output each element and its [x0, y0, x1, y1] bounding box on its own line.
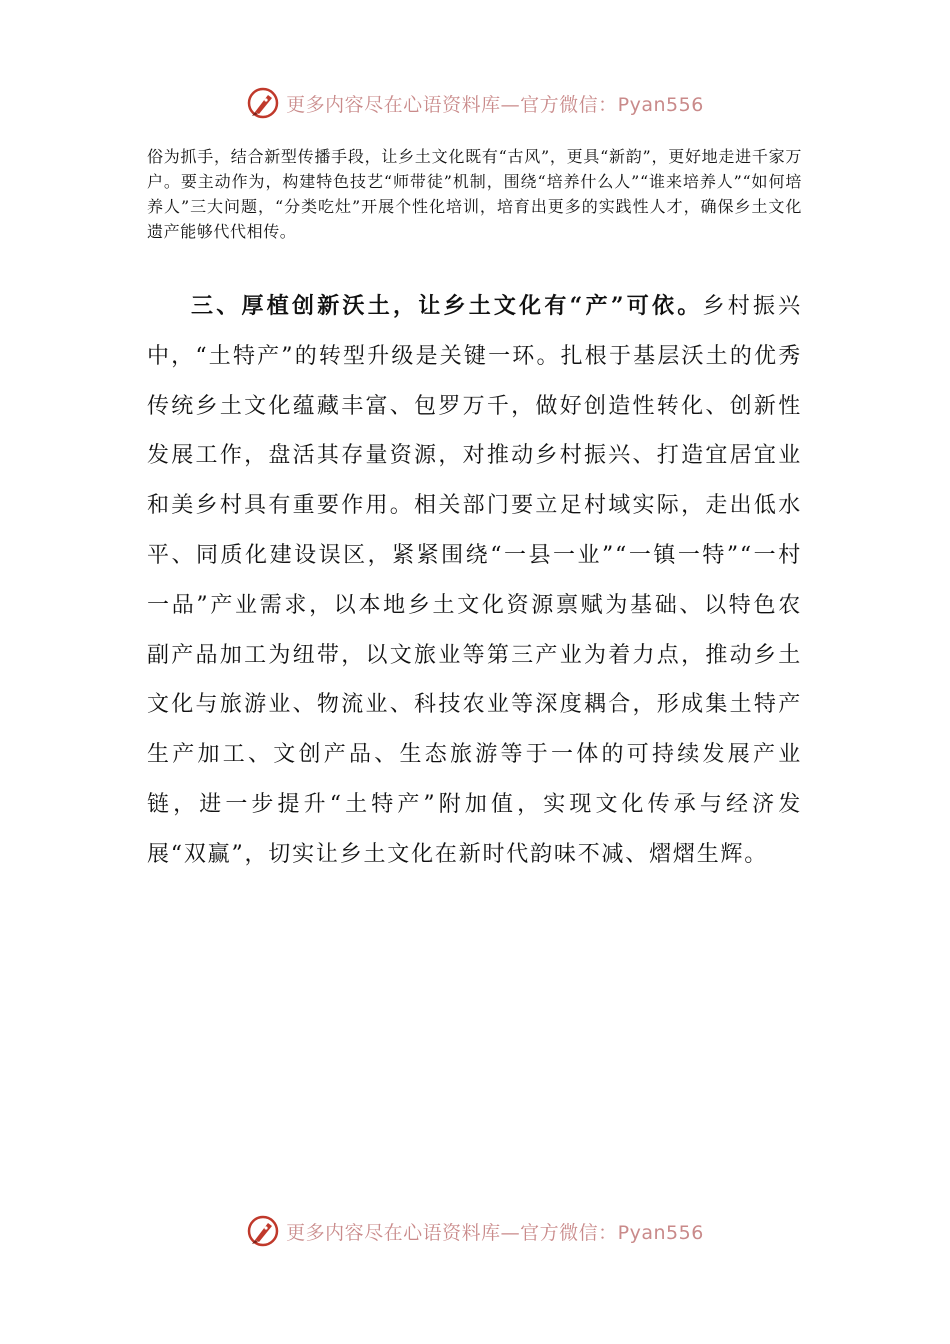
- section-3-body: 乡村振兴中，“土特产”的转型升级是关键一环。扎根于基层沃土的优秀传统乡土文化蕴藏丰富、包罗万千，做好创造性转化、创新性发展工作，盘活其存量资源，对推动乡村振兴、打造宜居宜业和美乡村具有重要作用。相关部门要立足村域实际，走出低水平、同质化建设误区，紧紧围绕“一县一业”“一镇一特”“一村一品”产业需求，以本地乡土文化资源禀赋为基础、以特色农副产品加工为纽带，以文旅业等第三产业为着力点，推动乡土文化与旅游业、物流业、科技农业等深度耦合，形成集土特产生产加工、文创产品、生态旅游等于一体的可持续发展产业链，进一步提升“土特产”附加值，实现文化传承与经济发展“双赢”，切实让乡土文化在新时代韵味不减、熠熠生辉。: [147, 294, 802, 867]
- banner-text: 更多内容尽在心语资料库—官方微信：Pyan556: [286, 93, 704, 116]
- footer-watermark-banner: [0, 1211, 950, 1251]
- pen-nib-logo-icon: [246, 1214, 280, 1248]
- section-3-heading: 三、厚植创新沃土，让乡土文化有“产”可依。: [191, 293, 703, 319]
- header-banner-inner: [246, 86, 704, 120]
- banner-handle: Pyan556: [617, 1221, 704, 1244]
- banner-text: 更多内容尽在心语资料库—官方微信：Pyan556: [286, 1221, 704, 1244]
- header-watermark-banner: [0, 83, 950, 123]
- continued-paragraph: 俗为抓手，结合新型传播手段，让乡土文化既有“古风”，更具“新韵”，更好地走进千家万户。要主动作为，构建特色技艺“师带徒”机制，围绕“培养什么人”“谁来培养人”“如何培养人”三大问题，“分类吃灶”开展个性化培训，培育出更多的实践性人才，确保乡土文化遗产能够代代相传。: [147, 147, 802, 241]
- section-3-paragraph: [147, 282, 802, 880]
- pen-nib-logo-icon: [246, 86, 280, 120]
- banner-handle: Pyan556: [617, 93, 704, 116]
- footer-banner-inner: [246, 1214, 704, 1248]
